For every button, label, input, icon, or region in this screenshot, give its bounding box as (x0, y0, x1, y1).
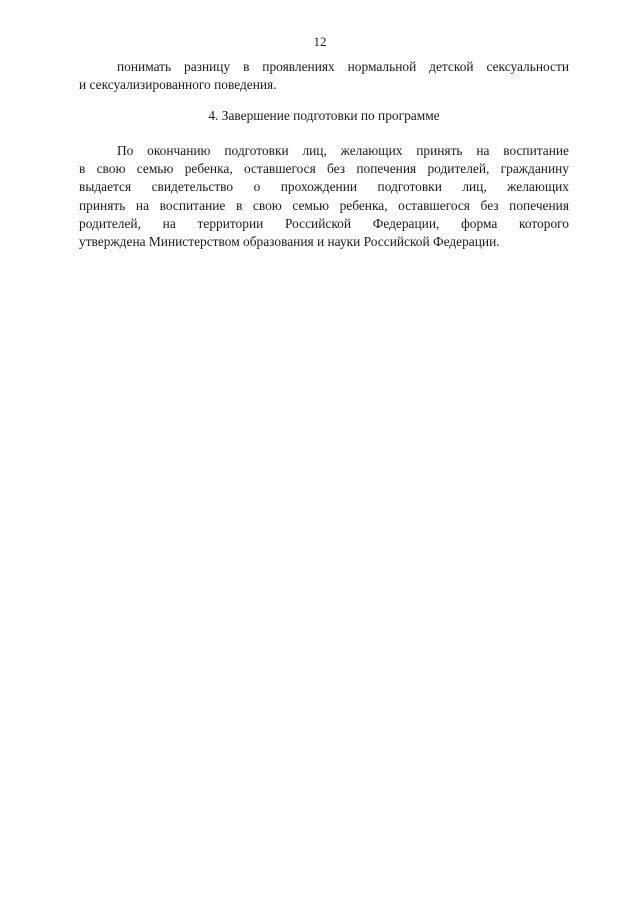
page-number: 12 (313, 34, 327, 49)
paragraph-line: в свою семью ребенка, оставшегося без попечения родителей, гражданину (79, 161, 569, 177)
paragraph-line: утверждена Министерством образования и науки Российской Федерации. (79, 234, 500, 250)
paragraph-completion (79, 142, 569, 251)
paragraph-line: и сексуализированного поведения. (79, 77, 277, 93)
paragraph-line-text: По окончанию подготовки лиц, желающих принять на воспитание (117, 143, 569, 158)
paragraph-line (79, 58, 569, 76)
section-heading: 4. Завершение подготовки по программе (208, 108, 440, 123)
paragraph-line: выдается свидетельство о прохождении подготовки лиц, желающих (79, 179, 569, 195)
paragraph-continuation (79, 58, 569, 94)
paragraph-line: родителей, на территории Российской Федерации, форма которого (79, 215, 569, 231)
paragraph-line: принять на воспитание в свою семью ребенка, оставшегося без попечения (79, 197, 569, 213)
paragraph-line-text: понимать разницу в проявлениях нормальной детской сексуальности (117, 59, 569, 74)
paragraph-line (79, 142, 569, 160)
